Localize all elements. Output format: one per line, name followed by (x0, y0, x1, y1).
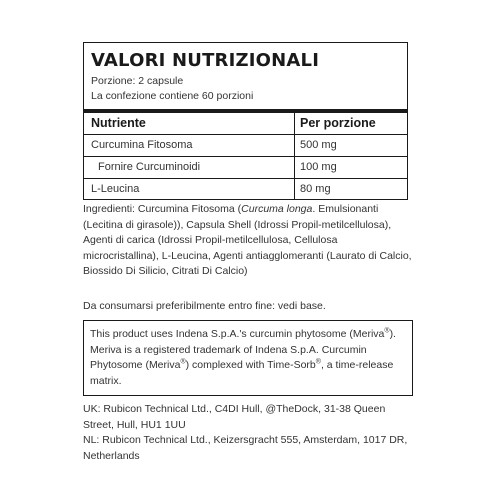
trademark-text-4: , a time-release matrix. (90, 359, 394, 387)
nutrient-name: Fornire Curcuminoidi (98, 161, 201, 173)
registered-mark: ® (180, 358, 186, 366)
nutrient-value: 500 mg (300, 139, 337, 151)
nutrient-value: 100 mg (300, 161, 337, 173)
trademark-text-1: This product uses Indena S.p.A.'s curcumin phytosome (Meriva (90, 328, 385, 340)
serving-size: Porzione: 2 capsule (91, 75, 184, 87)
trademark-notice (83, 320, 413, 396)
table-row (84, 179, 407, 200)
column-divider (294, 113, 295, 200)
nutrient-name: Curcumina Fitosoma (91, 139, 193, 151)
table-header (84, 113, 407, 135)
table-row (84, 135, 407, 157)
ingredients-latin-name: Curcuma longa (241, 203, 313, 215)
ingredients-text (83, 202, 413, 280)
best-before-note: Da consumarsi preferibilmente entro fine: vedi base. (83, 300, 326, 312)
address-nl: NL: Rubicon Technical Ltd., Keizersgracht 555, Amsterdam, 1017 DR, Netherlands (83, 434, 408, 462)
registered-mark: ® (315, 358, 321, 366)
table-row (84, 157, 407, 179)
nutrient-name: L-Leucina (91, 183, 140, 195)
nutrient-value: 80 mg (300, 183, 331, 195)
registered-mark: ® (384, 327, 390, 335)
address-uk: UK: Rubicon Technical Ltd., C4DI Hull, @TheDock, 31-38 Queen Street, Hull, HU1 1UU (83, 403, 386, 431)
ingredients-rest: . Emulsionanti (Lecitina di girasole)), Capsula Shell (Idrossi Propil-metilcellulosa), Agenti di carica (Idrossi Propil-metilcellulosa, Cellulosa microcristallina), L-Leucina, Agenti antiagglomeranti (Laurato di Calcio, Biossido Di Silicio, Citrati Di Calcio) (83, 203, 412, 277)
company-addresses (83, 402, 413, 464)
per-serving-header: Per porzione (300, 116, 376, 130)
panel-title: VALORI NUTRIZIONALI (91, 50, 320, 71)
servings-per-pack: La confezione contiene 60 porzioni (91, 90, 254, 102)
trademark-text-3: ) complexed with Time-Sorb (185, 359, 316, 371)
trademark-text-2: ). Meriva is a registered trademark of Indena S.p.A. Curcumin Phytosome (Meriva (90, 328, 396, 371)
ingredients-lead: Ingredienti: Curcumina Fitosoma ( (83, 203, 242, 215)
nutrient-header: Nutriente (91, 116, 146, 130)
nutrition-facts-panel (83, 42, 408, 200)
